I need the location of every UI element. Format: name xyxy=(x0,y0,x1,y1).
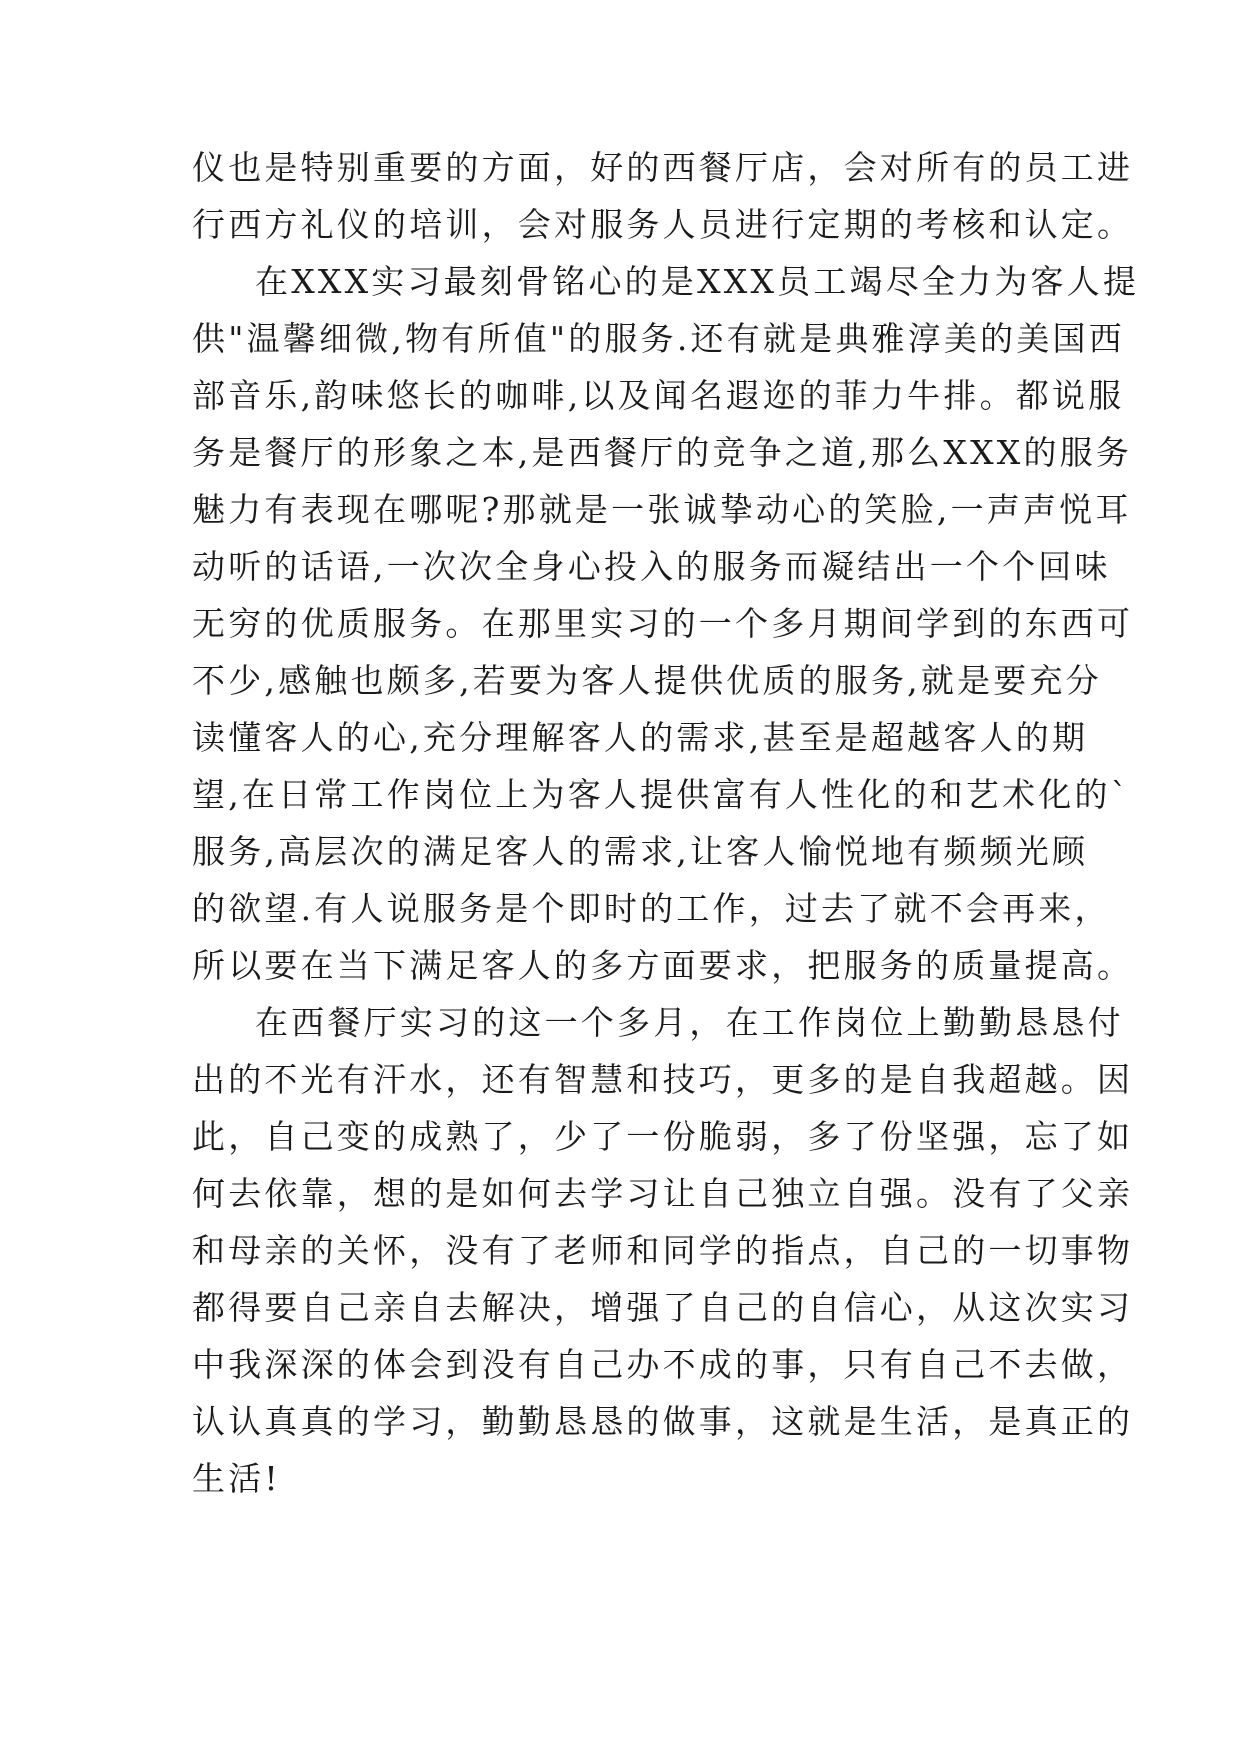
text-line: 都得要自己亲自去解决，增强了自己的自信心，从这次实习 xyxy=(192,1288,1134,1327)
text-line: 部音乐,韵味悠长的咖啡,以及闻名遐迩的菲力牛排。都说服 xyxy=(192,376,1125,415)
text-line: 的欲望.有人说服务是个即时的工作，过去了就不会再来， xyxy=(192,889,1111,928)
text-line: 行西方礼仪的培训，会对服务人员进行定期的考核和认定。 xyxy=(192,205,1134,244)
text-line: 仪也是特别重要的方面，好的西餐厅店，会对所有的员工进 xyxy=(192,148,1134,187)
text-line: 不少,感触也颇多,若要为客人提供优质的服务,就是要充分 xyxy=(192,661,1102,700)
text-line: 何去依靠，想的是如何去学习让自己独立自强。没有了父亲 xyxy=(192,1174,1134,1213)
text-line: 魅力有表现在哪呢?那就是一张诚挚动心的笑脸,一声声悦耳 xyxy=(192,490,1132,529)
text-line: 所以要在当下满足客人的多方面要求，把服务的质量提高。 xyxy=(192,946,1134,985)
text-line: 生活! xyxy=(192,1459,281,1498)
text-line: 读懂客人的心,充分理解客人的需求,甚至是超越客人的期 xyxy=(192,718,1089,757)
text-line: 中我深深的体会到没有自己办不成的事，只有自己不去做， xyxy=(192,1345,1134,1384)
text-line: 此，自己变的成熟了，少了一份脆弱，多了份坚强，忘了如 xyxy=(192,1117,1134,1156)
text-line: 无穷的优质服务。在那里实习的一个多月期间学到的东西可 xyxy=(192,604,1134,643)
text-line: 务是餐厅的形象之本,是西餐厅的竞争之道,那么XXX的服务 xyxy=(192,433,1133,472)
text-line: 望,在日常工作岗位上为客人提供富有人性化的和艺术化的` xyxy=(192,775,1131,814)
text-line: 动听的话语,一次次全身心投入的服务而凝结出一个个回味 xyxy=(192,547,1111,586)
text-line: 出的不光有汗水，还有智慧和技巧，更多的是自我超越。因 xyxy=(192,1060,1134,1099)
text-line: 和母亲的关怀，没有了老师和同学的指点，自己的一切事物 xyxy=(192,1231,1134,1270)
paragraph-start-line: 在XXX实习最刻骨铭心的是XXX员工竭尽全力为客人提 xyxy=(255,262,1140,301)
text-line: 认认真真的学习，勤勤恳恳的做事，这就是生活，是真正的 xyxy=(192,1402,1134,1441)
paragraph-start-line: 在西餐厅实习的这一个多月，在工作岗位上勤勤恳恳付 xyxy=(255,1003,1124,1042)
text-line: 供"温馨细微,物有所值"的服务.还有就是典雅淳美的美国西 xyxy=(192,319,1125,358)
text-line: 服务,高层次的满足客人的需求,让客人愉悦地有频频光顾 xyxy=(192,832,1089,871)
